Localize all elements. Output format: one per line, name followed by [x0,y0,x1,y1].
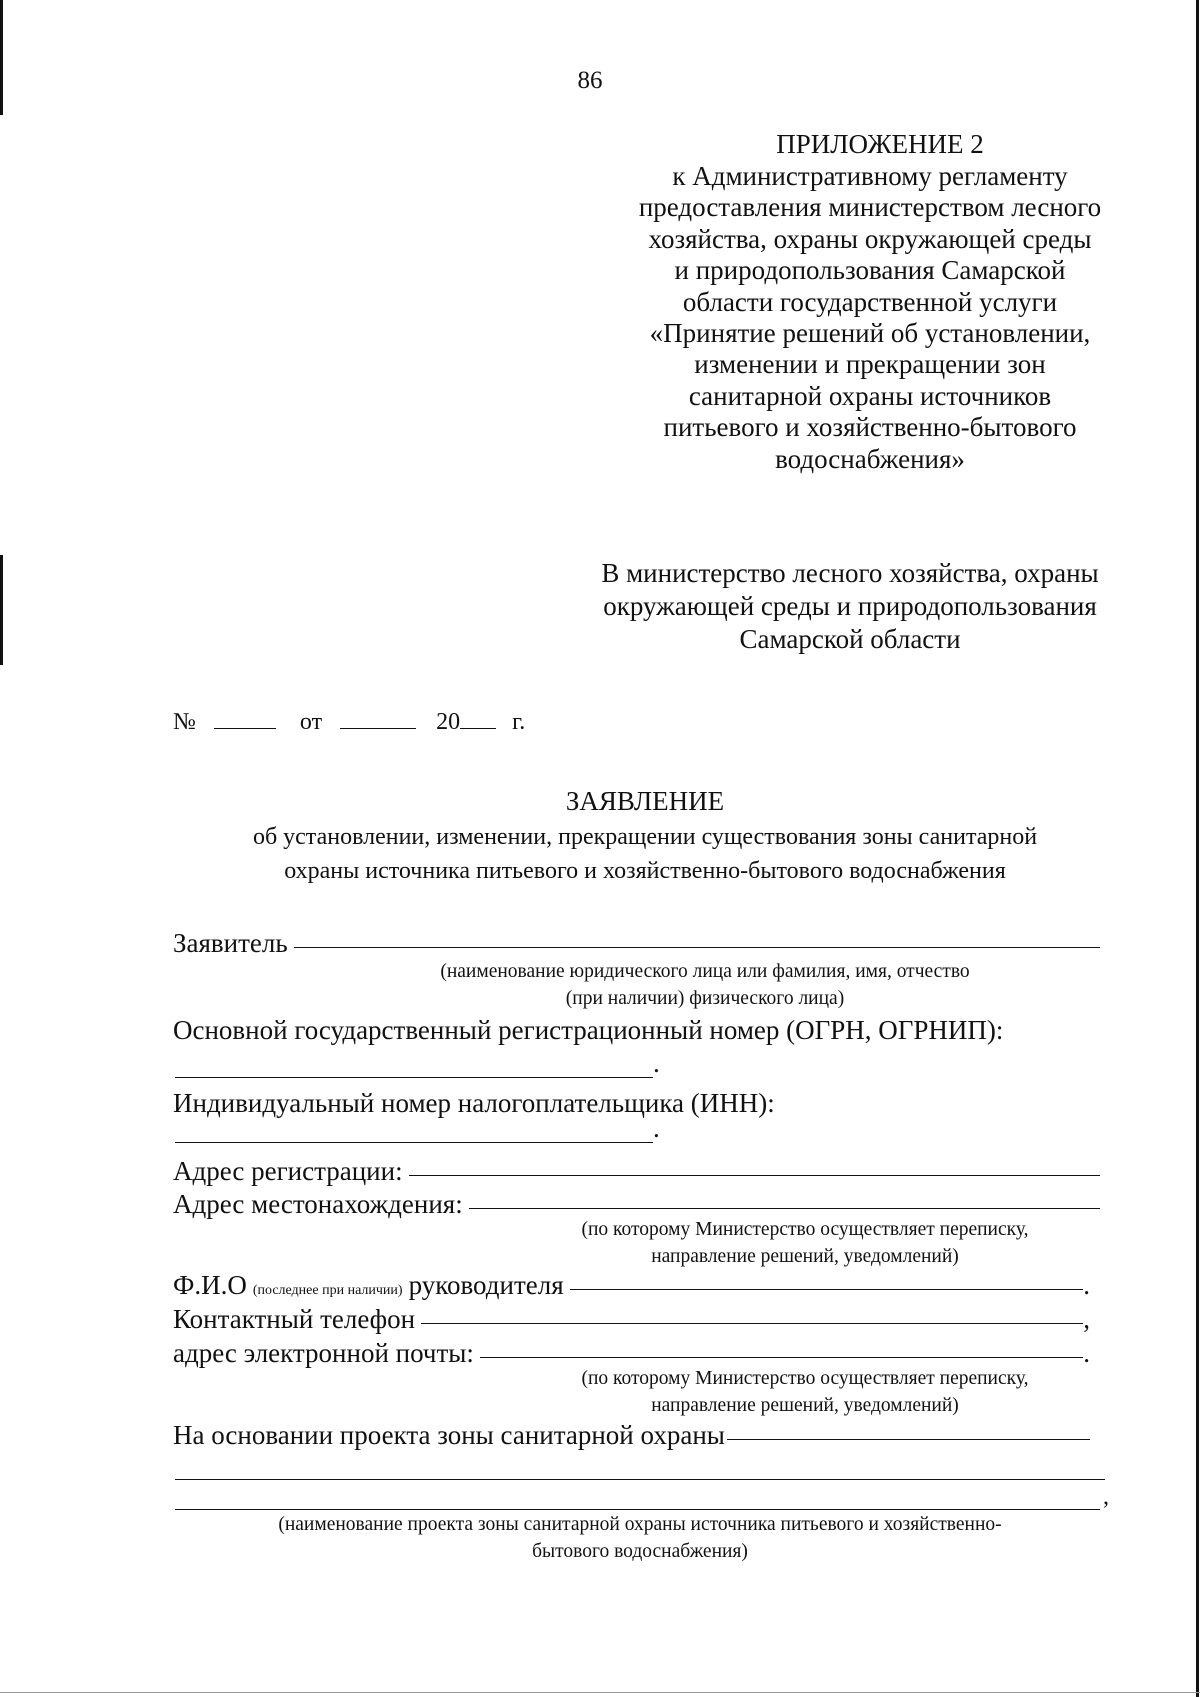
registration-address-field[interactable] [409,1175,1100,1176]
year-blank[interactable] [460,727,496,729]
applicant-hint [310,958,1100,1012]
applicant-hint-line: (при наличии) физического лица) [565,988,845,1009]
registration-address-row [173,1156,1100,1187]
scan-edge-right [1196,0,1199,1697]
location-address-hint [505,1216,1105,1270]
project-comma: , [1103,1484,1109,1510]
registration-address-label: Адрес регистрации: [173,1156,403,1186]
fio-small-note: (последнее при наличии) [252,1283,403,1298]
appendix-line: и природопользования Самарской [674,255,1066,286]
date-blank[interactable] [340,727,416,729]
location-address-hint-line: направление решений, уведомлений) [651,1246,959,1267]
applicant-row [173,928,1100,959]
year-suffix: г. [512,709,526,735]
page-number: 86 [577,67,603,94]
registration-number-line [173,709,525,736]
addressee-line: окружающей среды и природопользования [603,591,1097,621]
phone-row [173,1304,1090,1335]
applicant-field[interactable] [294,947,1100,948]
project-hint [175,1511,1105,1565]
ogrn-field[interactable] [175,1077,653,1078]
head-fio-field[interactable] [570,1289,1084,1290]
phone-comma: , [1083,1304,1090,1334]
project-hint-line: (наименование проекта зоны санитарной охраны источника питьевого и хозяйственно- [278,1514,1002,1535]
project-label: На основании проекта зоны санитарной охраны [173,1420,725,1450]
inn-field[interactable] [175,1142,653,1143]
project-field-line-2[interactable] [175,1479,1105,1480]
statement-subtitle [150,820,1140,888]
scan-edge-middle [0,555,3,665]
project-hint-line: бытового водоснабжения) [532,1541,748,1562]
ogrn-period: . [653,1048,660,1078]
scan-bottom-edge [0,1692,1200,1693]
head-fio-period: . [1083,1270,1090,1300]
statement-subtitle-line: об установлении, изменении, прекращении существования зоны санитарной [252,824,1038,850]
fio-prefix: Ф.И.О [173,1270,247,1300]
scan-edge-top [0,0,3,115]
applicant-label: Заявитель [173,928,288,958]
location-address-label: Адрес местонахождения: [173,1189,463,1219]
appendix-line: области государственной услуги [682,286,1058,317]
addressee-line: Самарской области [739,624,961,654]
email-hint-line: (по которому Министерство осуществляет переписку, [581,1368,1029,1389]
appendix-line: изменении и прекращении зон [694,349,1046,380]
appendix-title: ПРИЛОЖЕНИЕ 2 [776,129,984,159]
appendix-text [610,161,1130,475]
email-label: адрес электронной почты: [173,1338,474,1368]
from-label: от [299,709,323,735]
appendix-line: водоснабжения» [775,443,965,474]
appendix-line: «Принятие решений об установлении, [649,318,1091,349]
project-row [173,1420,1090,1451]
number-sign: № [173,709,196,735]
appendix-line: санитарной охраны источников [688,380,1052,411]
appendix-line: питьевого и хозяйственно-бытового [663,412,1077,443]
inn-label: Индивидуальный номер налогоплательщика (ИНН): [173,1088,775,1118]
email-hint [505,1365,1105,1419]
applicant-hint-line: (наименование юридического лица или фамилия, имя, отчество [440,961,970,982]
number-blank[interactable] [214,727,276,729]
appendix-line: хозяйства, охраны окружающей среды [648,223,1092,254]
head-fio-row [173,1270,1090,1301]
statement-title: ЗАЯВЛЕНИЕ [565,786,725,816]
phone-label: Контактный телефон [173,1304,416,1334]
addressee-block [570,557,1130,656]
location-address-field[interactable] [469,1208,1100,1209]
appendix-line: к Административному регламенту [672,161,1068,191]
email-hint-line: направление решений, уведомлений) [651,1395,959,1416]
statement-subtitle-line: охраны источника питьевого и хозяйственно-бытового водоснабжения [284,858,1006,884]
location-address-hint-line: (по которому Министерство осуществляет переписку, [581,1219,1029,1240]
project-field-line-3[interactable] [175,1509,1100,1510]
inn-period: . [653,1113,660,1143]
addressee-line: В министерство лесного хозяйства, охраны [601,558,1099,588]
year-prefix: 20 [436,709,461,735]
phone-field[interactable] [421,1323,1083,1324]
ogrn-label: Основной государственный регистрационный номер (ОГРН, ОГРНИП): [173,1015,1004,1045]
email-field[interactable] [480,1357,1083,1358]
appendix-line: предоставления министерством лесного [638,192,1102,223]
fio-suffix: руководителя [408,1270,564,1300]
project-field-line-1[interactable] [727,1439,1090,1440]
email-period: . [1083,1338,1090,1368]
